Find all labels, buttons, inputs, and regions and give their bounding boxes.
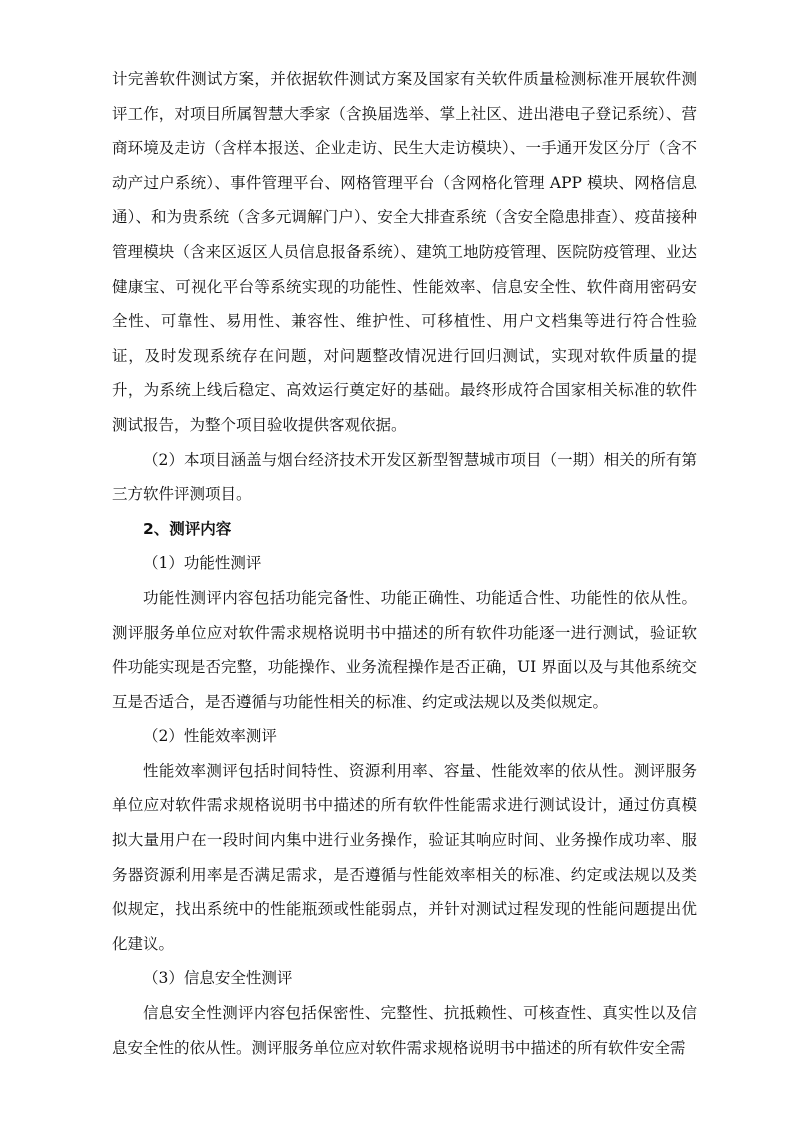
subheading-performance: （2）性能效率测评	[143, 727, 277, 746]
section-heading-content: 2、测评内容	[143, 519, 232, 538]
paragraph-security: 信息安全性测评内容包括保密性、完整性、抗抵赖性、可核查性、真实性以及信息安全性的依从性。测评服务单位应对软件需求规格说明书中描述的所有软件安全需	[112, 1004, 697, 1057]
paragraph-scope: （2）本项目涵盖与烟台经济技术开发区新型智慧城市项目（一期）相关的所有第三方软件评测项目。	[112, 450, 697, 504]
paragraph-performance: 性能效率测评包括时间特性、资源利用率、容量、性能效率的依从性。测评服务单位应对软件需求规格说明书中描述的所有软件性能需求进行测试设计，通过仿真模拟大量用户在一段时间内集中进行业务操作，验证其响应时间、业务操作成功率、服务器资源利用率是否满足需求，是否遵循与性能效率相关的标准、约定或法规以及类似规定，找出系统中的性能瓶颈或性能弱点，并针对测试过程发现的性能问题提出优化建议。	[112, 761, 697, 953]
subheading-security: （3）信息安全性测评	[143, 969, 293, 988]
document-page	[112, 62, 697, 1065]
paragraph-functionality: 功能性测评内容包括功能完备性、功能正确性、功能适合性、功能性的依从性。测评服务单位应对软件需求规格说明书中描述的所有软件功能逐一进行测试，验证软件功能实现是否完整，功能操作、业务流程操作是否正确，UI 界面以及与其他系统交互是否适合，是否遵循与功能性相关的标准、约定或法规以及类似规定。	[112, 588, 697, 711]
subheading-functionality: （1）功能性测评	[143, 554, 262, 573]
paragraph-continuation: 计完善软件测试方案，并依据软件测试方案及国家有关软件质量检测标准开展软件测评工作，对项目所属智慧大季家（含换届选举、掌上社区、进出港电子登记系统）、营商环境及走访（含样本报送、企业走访、民生大走访模块）、一手通开发区分厅（含不动产过户系统）、事件管理平台、网格管理平台（含网格化管理 APP 模块、网格信息通）、和为贵系统（含多元调解门户）、安全大排查系统（含安全隐患排查）、疫苗接种管理模块（含来区返区人员信息报备系统）、建筑工地防疫管理、医院防疫管理、业达健康宝、可视化平台等系统实现的功能性、性能效率、信息安全性、软件商用密码安全性、可靠性、易用性、兼容性、维护性、可移植性、用户文档集等进行符合性验证，及时发现系统存在问题，对问题整改情况进行回归测试，实现对软件质量的提升，为系统上线后稳定、高效运行奠定好的基础。最终形成符合国家相关标准的软件测试报告，为整个项目验收提供客观依据。	[112, 70, 697, 434]
